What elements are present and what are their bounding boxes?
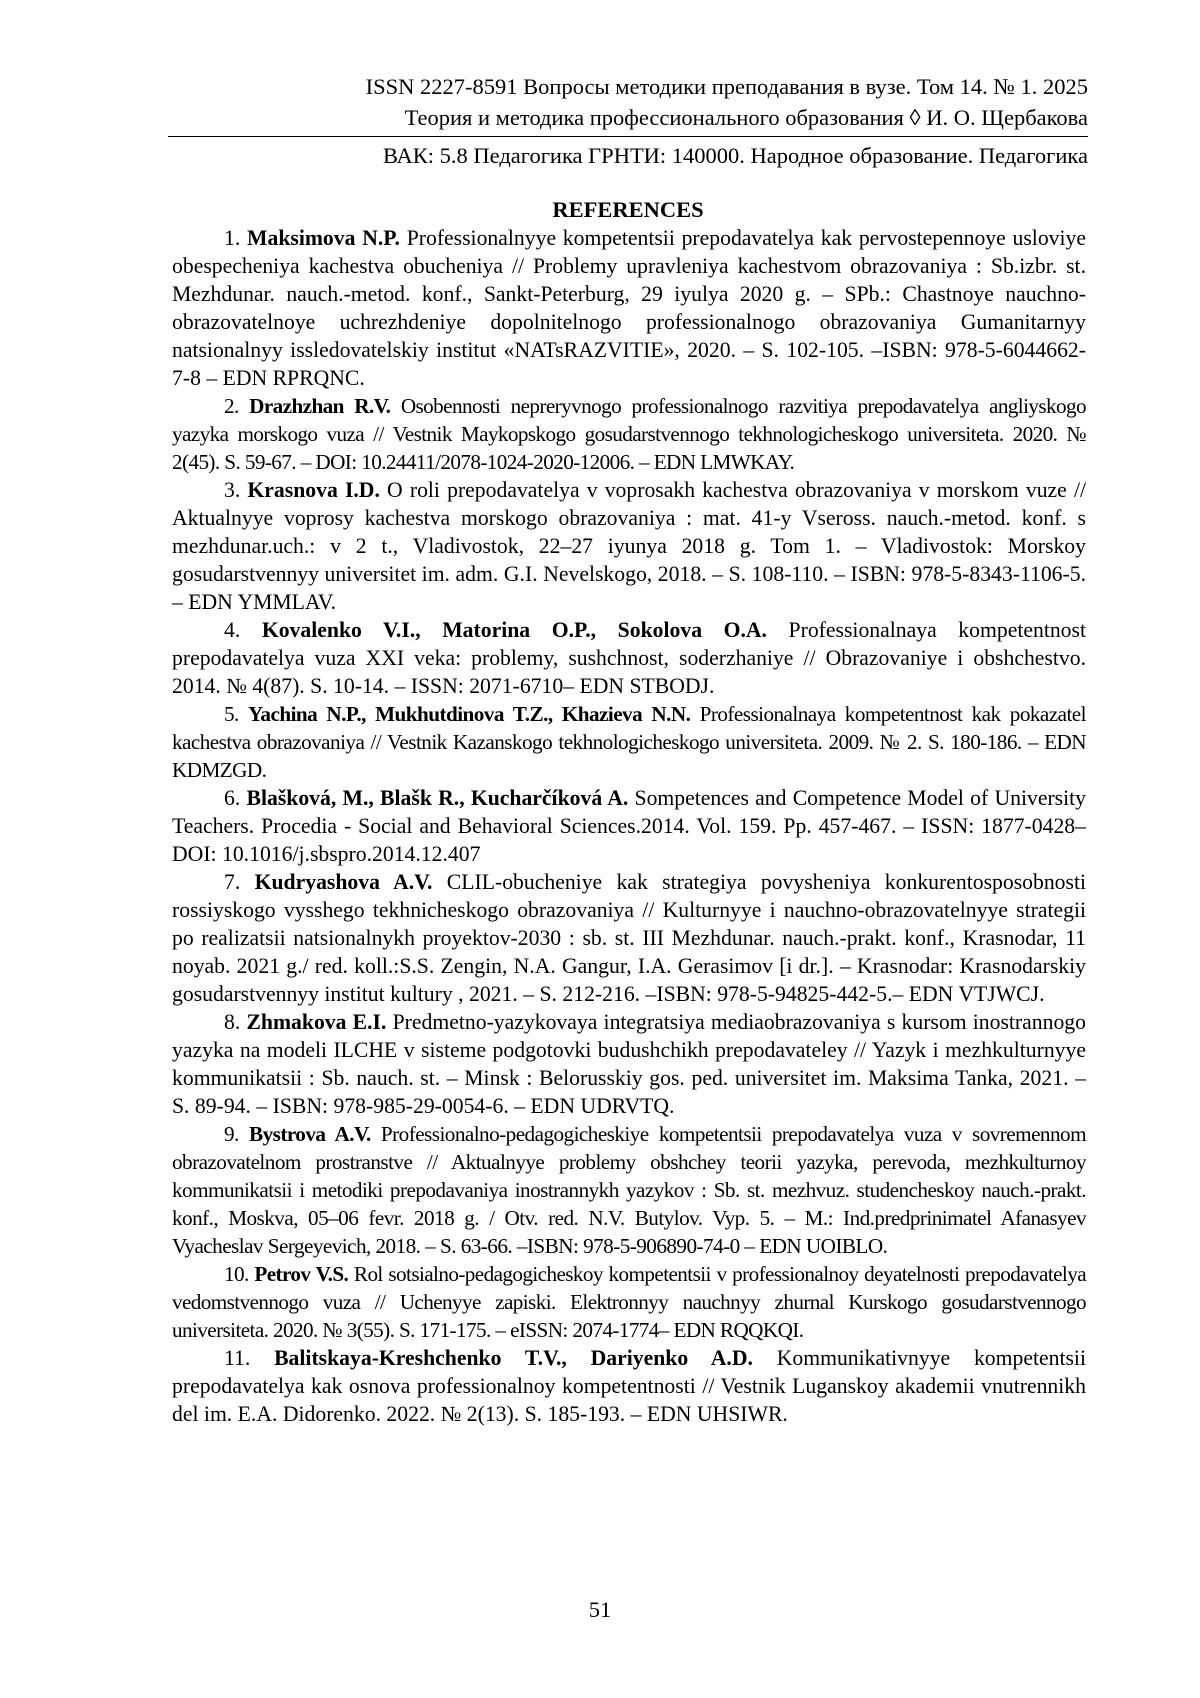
reference-authors: Drazhzhan R.V. xyxy=(249,394,391,418)
reference-authors: Kudryashova A.V. xyxy=(254,870,433,894)
reference-text: CLIL-obucheniye kak strategiya povysheniya konkurentosposobnosti rossiyskogo vysshego tekhnicheskogo obrazovaniya // Kulturnyye i nauchno-obrazovatelnyye strategii po realizatsii natsionalnykh proyektov-2030 : sb. st. III Mezhdunar. nauch.-prakt. konf., Krasnodar, 11 noyab. 2021 g./ red. koll.:S.S. Zengin, N.A. Gangur, I.A. Gerasimov [i dr.]. – Krasnodar: Krasnodarskiy gosudarstvennyy institut kultury , 2021. – S. 212-216. –ISBN: 978-5-94825-442-5.– EDN VTJWCJ. xyxy=(172,870,1087,1006)
reference-number: 4. xyxy=(224,618,241,642)
reference-text: Professionalnaya kompetentnost prepodavatelya vuza XXI veka: problemy, sushchnost, soderzhaniye // Obrazovaniye i obshchestvo. 2014. № 4(87). S. 10-14. – ISSN: 2071-6710– EDN STBODJ. xyxy=(172,618,1086,698)
reference-number: 5. xyxy=(224,702,239,726)
reference-item xyxy=(172,784,1086,868)
reference-text: Rol sotsialno-pedagogicheskoy kompetentsii v professionalnoy deyatelnosti prepodavatelya vedomstvennogo vuza // Uchenyye zapiski. Elektronnyy nauchnyy zhurnal Kurskogo gosudarstvennogo universiteta. 2020. № 3(55). S. 171-175. – eISSN: 2074-1774– EDN RQQKQI. xyxy=(172,1262,1087,1342)
reference-number: 1. xyxy=(224,226,241,250)
reference-text: Predmetno-yazykovaya integratsiya mediaobrazovaniya s kursom inostrannogo yazyka na modeli ILCHE v sisteme podgotovki budushchikh prepodavateley // Yazyk i mezhkulturnyye kommunikatsii : Sb. nauch. st. – Minsk : Belorusskiy gos. ped. universitet im. Maksima Tanka, 2021. – S. 89-94. – ISBN: 978-985-29-0054-6. – EDN UDRVTQ. xyxy=(172,1010,1086,1118)
reference-number: 10. xyxy=(224,1262,249,1286)
references-list xyxy=(172,224,1086,1428)
reference-authors: Krasnova I.D. xyxy=(247,478,380,502)
reference-text: Professionalno-pedagogicheskiye kompetentsii prepodavatelya vuza v sovremennom obrazovatelnom prostranstve // Aktualnyye problemy obshchey teorii yazyka, perevoda, mezhkulturnoy kommunikatsii i metodiki prepodavaniya inostrannykh yazykov : Sb. st. mezhvuz. studencheskoy nauch.-prakt. konf., Moskva, 05–06 fevr. 2018 g. / Otv. red. N.V. Butylov. Vyp. 5. – M.: Ind.predprinimatel Afanasyev Vyacheslav Sergeyevich, 2018. – S. 63-66. –ISBN: 978-5-906890-74-0 – EDN UOIBLO. xyxy=(172,1122,1086,1258)
reference-item xyxy=(172,224,1086,392)
reference-authors: Bystrova A.V. xyxy=(249,1122,371,1146)
reference-authors: Zhmakova E.I. xyxy=(246,1010,387,1034)
reference-item xyxy=(172,476,1086,616)
reference-item xyxy=(172,700,1086,784)
reference-authors: Balitskaya-Kreshchenko T.V., Dariyenko A.D. xyxy=(274,1346,753,1370)
reference-item xyxy=(172,392,1086,476)
reference-text: Professionalnaya kompetentnost kak pokazatel kachestva obrazovaniya // Vestnik Kazanskogo tekhnologicheskogo universiteta. 2009. № 2. S. 180-186. – EDN KDMZGD. xyxy=(172,702,1086,782)
reference-number: 6. xyxy=(224,786,241,810)
page-number: 51 xyxy=(588,1597,612,1622)
reference-number: 3. xyxy=(224,478,241,502)
header-classification-line: ВАК: 5.8 Педагогика ГРНТИ: 140000. Народное образование. Педагогика xyxy=(382,143,1088,168)
references-heading: REFERENCES xyxy=(552,197,704,222)
reference-authors: Kovalenko V.I., Matorina O.P., Sokolova O.A. xyxy=(261,618,767,642)
reference-number: 2. xyxy=(224,394,239,418)
reference-text: O roli prepodavatelya v voprosakh kachestva obrazovaniya v morskom vuze // Aktualnyye voprosy kachestva morskogo obrazovaniya : mat. 41-y Vseross. nauch.-metod. konf. s mezhdunar.uch.: v 2 t., Vladivostok, 22–27 iyunya 2018 g. Tom 1. – Vladivostok: Morskoy gosudarstvennyy universitet im. adm. G.I. Nevelskogo, 2018. – S. 108-110. – ISBN: 978-5-8343-1106-5. – EDN YMMLAV. xyxy=(172,478,1086,614)
header-journal-line: ISSN 2227-8591 Вопросы методики преподавания в вузе. Том 14. № 1. 2025 xyxy=(365,74,1088,99)
reference-authors: Yachina N.P., Mukhutdinova T.Z., Khazieva N.N. xyxy=(248,702,691,726)
reference-item xyxy=(172,1260,1086,1344)
reference-text: Sompetences and Competence Model of University Teachers. Procedia - Social and Behavioral Sciences.2014. Vol. 159. Pp. 457-467. – ISSN: 1877-0428– DOI: 10.1016/j.sbspro.2014.12.407 xyxy=(172,786,1087,866)
reference-item xyxy=(172,1120,1086,1260)
reference-authors: Petrov V.S. xyxy=(254,1262,349,1286)
reference-item xyxy=(172,616,1086,700)
reference-number: 9. xyxy=(224,1122,239,1146)
header-divider xyxy=(168,136,1088,137)
reference-number: 7. xyxy=(224,870,241,894)
reference-text: Osobennosti nepreryvnogo professionalnogo razvitiya prepodavatelya angliyskogo yazyka morskogo vuza // Vestnik Maykopskogo gosudarstvennogo tekhnologicheskogo universiteta. 2020. № 2(45). S. 59-67. – DOI: 10.24411/2078-1024-2020-12006. – EDN LMWKAY. xyxy=(172,394,1086,474)
reference-authors: Blašková, M., Blašk R., Kucharčíková A. xyxy=(246,786,629,810)
reference-authors: Maksimova N.P. xyxy=(247,226,400,250)
reference-number: 8. xyxy=(224,1010,241,1034)
reference-item xyxy=(172,868,1086,1008)
reference-number: 11. xyxy=(224,1346,251,1370)
reference-text: Kommunikativnyye kompetentsii prepodavatelya kak osnova professionalnoy kompetentnosti // Vestnik Luganskoy akademii vnutrennikh del im. E.A. Didorenko. 2022. № 2(13). S. 185-193. – EDN UHSIWR. xyxy=(172,1346,1086,1426)
reference-item xyxy=(172,1008,1086,1120)
header-section-line: Теория и методика профессионального образования ◊ И. О. Щербакова xyxy=(404,105,1088,130)
reference-item xyxy=(172,1344,1086,1428)
reference-text: Professionalnyye kompetentsii prepodavatelya kak pervostepennoye usloviye obespecheniya kachestva obucheniya // Problemy upravleniya kachestvom obrazovaniya : Sb.izbr. st. Mezhdunar. nauch.-metod. konf., Sankt-Peterburg, 29 iyulya 2020 g. – SPb.: Chastnoye nauchno-obrazovatelnoye uchrezhdeniye dopolnitelnogo professionalnogo obrazovaniya Gumanitarnyy natsionalnyy issledovatelskiy institut «NATsRAZVITIE», 2020. – S. 102-105. –ISBN: 978-5-6044662-7-8 – EDN RPRQNC. xyxy=(172,226,1086,390)
